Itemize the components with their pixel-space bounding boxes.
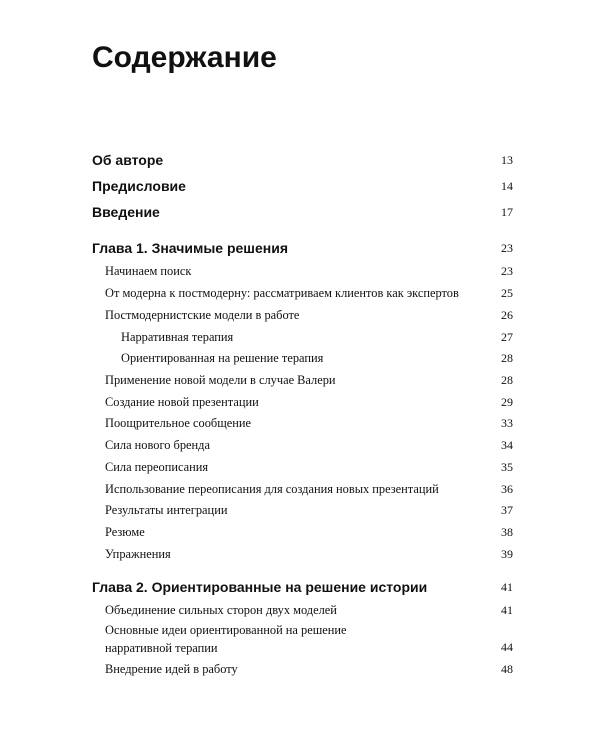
toc-entry-label: Начинаем поиск	[105, 264, 192, 278]
toc-entry-label: Объединение сильных сторон двух моделей	[105, 603, 337, 617]
toc-entry-label: Сила нового бренда	[105, 438, 210, 452]
toc-page-number: 14	[501, 179, 513, 193]
page-title: Содержание	[92, 41, 277, 74]
toc-entry-label: Применение новой модели в случае Валери	[105, 373, 336, 387]
toc-entry[interactable]	[0, 370, 600, 390]
toc-page-number: 28	[501, 351, 513, 365]
toc-entry[interactable]	[0, 327, 600, 347]
toc-entry-label: Использование переописания для создания новых презентаций	[105, 482, 439, 496]
toc-entry-label: Предисловие	[92, 178, 186, 194]
toc-entry[interactable]	[0, 348, 600, 368]
toc-entry-label: От модерна к постмодерну: рассматриваем клиентов как экспертов	[105, 286, 459, 300]
toc-page-number: 41	[501, 603, 513, 617]
toc-entry-chapter-2[interactable]	[0, 577, 600, 597]
toc-page-number: 35	[501, 460, 513, 474]
toc-entry-label: Глава 2. Ориентированные на решение истории	[92, 579, 428, 595]
toc-entry[interactable]	[0, 621, 600, 657]
toc-page-number: 17	[501, 205, 513, 219]
toc-entry-label-line-2: нарративной терапии	[105, 641, 218, 655]
toc-entry[interactable]	[0, 305, 600, 325]
toc-entry[interactable]	[0, 261, 600, 281]
toc-entry[interactable]	[0, 457, 600, 477]
toc-entry[interactable]	[0, 500, 600, 520]
toc-entry[interactable]	[0, 392, 600, 412]
toc-entry[interactable]	[0, 600, 600, 620]
toc-page-number: 28	[501, 373, 513, 387]
toc-page-number: 27	[501, 330, 513, 344]
toc-entry-label: Сила переописания	[105, 460, 209, 474]
toc-entry-label: Поощрительное сообщение	[105, 416, 252, 430]
toc-entry-introduction[interactable]	[0, 202, 600, 222]
toc-page-number: 13	[501, 153, 513, 167]
toc-page-number: 26	[501, 308, 513, 322]
toc-entry-chapter-1[interactable]	[0, 238, 600, 258]
toc-entry-label: Ориентированная на решение терапия	[121, 351, 324, 365]
toc-page-number: 25	[501, 286, 513, 300]
toc-entry-preface[interactable]	[0, 176, 600, 196]
toc-entry-about-author[interactable]	[0, 150, 600, 170]
toc-entry[interactable]	[0, 479, 600, 499]
toc-entry-label: Об авторе	[92, 152, 164, 168]
toc-entry-label: Создание новой презентации	[105, 395, 259, 409]
toc-page-number: 44	[501, 640, 513, 654]
toc-page-number: 41	[501, 580, 513, 594]
toc-page-number: 36	[501, 482, 513, 496]
toc-page-number: 33	[501, 416, 513, 430]
toc-entry[interactable]	[0, 659, 600, 679]
toc-entry-label: Введение	[92, 204, 160, 220]
toc-entry-label: Постмодернистские модели в работе	[105, 308, 300, 322]
toc-entry[interactable]	[0, 283, 600, 303]
toc-page-number: 23	[501, 241, 513, 255]
toc-page-number: 37	[501, 503, 513, 517]
toc-entry-label-line-1: Основные идеи ориентированной на решение	[105, 623, 347, 637]
toc-page-number: 48	[501, 662, 513, 676]
toc-page-number: 34	[501, 438, 513, 452]
toc-entry-label: Упражнения	[105, 547, 171, 561]
toc-entry[interactable]	[0, 413, 600, 433]
toc-page-number: 39	[501, 547, 513, 561]
toc-entry-label: Результаты интеграции	[105, 503, 228, 517]
toc-entry[interactable]	[0, 522, 600, 542]
toc-page-number: 23	[501, 264, 513, 278]
toc-entry-label: Нарративная терапия	[121, 330, 234, 344]
toc-entry-label: Глава 1. Значимые решения	[92, 240, 288, 256]
toc-entry[interactable]	[0, 435, 600, 455]
toc-page-number: 38	[501, 525, 513, 539]
toc-page-number: 29	[501, 395, 513, 409]
toc-entry-label	[105, 621, 347, 657]
toc-entry-label: Внедрение идей в работу	[105, 662, 238, 676]
toc-entry[interactable]	[0, 544, 600, 564]
toc-entry-label: Резюме	[105, 525, 145, 539]
